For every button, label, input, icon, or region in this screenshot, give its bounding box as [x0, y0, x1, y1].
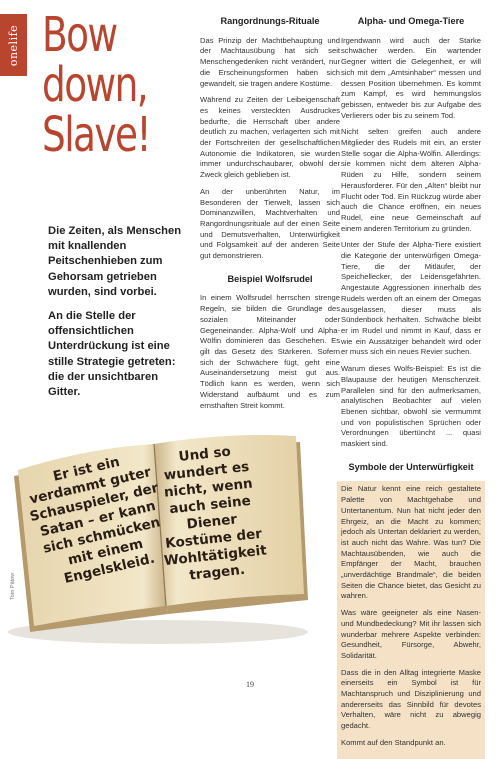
box-paragraph: Was wäre geeigneter als eine Nasen- und Mundbedeckung? Mit ihr lassen sich wunderbar mehrere Aspekte verbinden: Gesundheit, Fürsorge, Abwehr, Solidarität.	[341, 608, 481, 660]
page-number: 19	[246, 680, 254, 689]
intro-paragraph: An die Stelle der offensichtlichen Unterdrückung ist eine stille Strategie getreten: die der unsichtbaren Gitter.	[48, 310, 176, 399]
headline	[42, 7, 167, 163]
highlight-box	[337, 481, 485, 758]
body-paragraph: Irgendwann wird auch der Starke schwächer werden. Ein wartender Gegner wittert die Gelegenheit, er will sich mit dem „Amtsinhaber“ messen und dessen Position übernehmen. Es kommt zum Kampf, es wird hemmungslos gebissen, entweder bis zur Aufgabe des Verlierers oder bis zu seinem Tod.	[341, 35, 481, 120]
intro-paragraph: Die Zeiten, als Menschen mit knallenden Peitschenhieben zum Gehorsam getrieben wurden, sind vorbei.	[48, 225, 182, 298]
right-column	[341, 16, 481, 759]
body-paragraph: In einem Wolfsrudel herrschen strenge Regeln, sie bilden die Grundlage des sozialen Miteinander oder Gegeneinander. Alpha-Wolf und Alpha-Wölfin dominieren das Geschehen. Es gilt das Gesetz des Stärkeren. Sofern sich der Schwächere fügt, geht eine Auseinandersetzung meist gut aus. Tödlich kann es werden, wenn sich Widerstand aufbäumt und es zum ernsthaften Streit kommt.	[200, 293, 340, 410]
book-quote-left: Er ist ein verdammt guter Schauspieler, der Satan – er kann sich schmücken mit einem Engelskleid.	[27, 453, 162, 587]
box-paragraph: Dass die in den Alltag integrierte Maske einerseits ein Symbol ist für Machtanspruch und Disziplinierung und andererseits das Sinnbild für devotes Verhalten, wäre nicht zu abwegig gedacht.	[341, 667, 481, 731]
section-tab	[0, 14, 27, 76]
middle-column	[200, 16, 340, 417]
box-paragraph: Kommt auf den Standpunkt an.	[341, 737, 446, 747]
body-paragraph: Nicht selten greifen auch andere Mitglieder des Rudels mit ein, an erster Stelle sogar die Alpha-Wölfin. Allerdings: sie kommen nicht dem älteren Alpha-Rüden zu Hilfe, sondern seinem Herausforderer. Für den „Alten“ bleibt nur Flucht oder Tod. Ein Rückzug würde aber auch die Chance eröffnen, ein neues Rudel, eine neue Gemeinschaft auf einem anderen Territorium zu gründen.	[341, 127, 481, 233]
intro-teaser	[48, 224, 190, 409]
section-heading: Symbole der Unterwürfigkeit	[348, 461, 474, 472]
box-paragraph: Die Natur kennt eine reich gestaltete Palette von Machtgehabe und Untertanentum. Nun hat nicht jeder den Ehrgeiz, an die Macht zu kommen; jedoch als Untertan deklariert zu werden, ist auch nicht das Wahre. Was tun? Die Machtausübenden, wie auch die Empfänger der Macht, brauchen „unverdächtige Brandmale“, die beiden Seiten die Chance bietet, das Gesicht zu wahren.	[341, 484, 481, 601]
headline-line-3: Slave!	[42, 107, 150, 163]
section-heading: Alpha- und Omega-Tiere	[357, 16, 465, 26]
body-paragraph: Das Prinzip der Machtbehauptung und der Machtausübung hat sich seit Menschengedenken nicht verändert, nur die Erscheinungsformen haben sich gewandelt, sie tragen andere Kostüme.	[200, 35, 340, 88]
open-book-illustration	[8, 418, 318, 646]
body-paragraph: An der unberührten Natur, im Besonderen der Tierwelt, lassen sich Dominanzwillen, Machtverhalten und Rangordnungsrituale auf der einen Seite und Demutsverhalten, Unterwürfigkeit und Folgsamkeit auf der anderen Seite gut demonstrieren.	[200, 186, 340, 261]
body-paragraph: Warum dieses Wolfs-Beispiel: Es ist die Blaupause der heutigen Menschenzeit. Parallelen sind für den aufmerksamen, analytischen Beobachter auf vielen Ebenen sichtbar, obwohl sie vermummt und von populistischen Sprüchen oder Verordnungen übertüncht ... quasi maskiert sind.	[341, 364, 481, 449]
section-heading: Rangordnungs-Rituale	[220, 16, 320, 26]
photo-credit: Tom Pätow	[10, 572, 16, 600]
headline-line-2: down,	[42, 57, 148, 113]
section-tab-label: onelife	[7, 24, 20, 66]
book-quote-right: Und so wundert es nicht, wenn auch seine Diener Kostüme der Wohltätigkeit tragen.	[163, 443, 268, 584]
section-heading: Beispiel Wolfsrudel	[227, 273, 313, 284]
headline-line-1: Bow	[42, 7, 117, 63]
body-paragraph: Unter der Stufe der Alpha-Tiere existiert die Kategorie der unterwürfigen Omega-Tiere, die der Mitläufer, der Speichellecker, der Leidensgefährten. Angestaute Aggressionen innerhalb des Rudels werden oft an einem der Omegas ausgelassen, dieser muss als Sündenbock herhalten. Schwäche bleibt er im Rudel und nimmt in Kauf, dass er wie ein Aussätziger behandelt wird oder er muss sich ein neues Revier suchen.	[341, 240, 481, 357]
body-paragraph: Während zu Zeiten der Leibeigenschaft es keines versteckten Ausdruckes bedurfte, die Herrschaft über andere deutlich zu machen, verlagerten sich mit der Fortschreiten der gesellschaftlichen Autonomie die Indikatoren, sie wurden immer undurchschaubarer, obwohl der Zweck gleich geblieben ist.	[200, 95, 340, 180]
